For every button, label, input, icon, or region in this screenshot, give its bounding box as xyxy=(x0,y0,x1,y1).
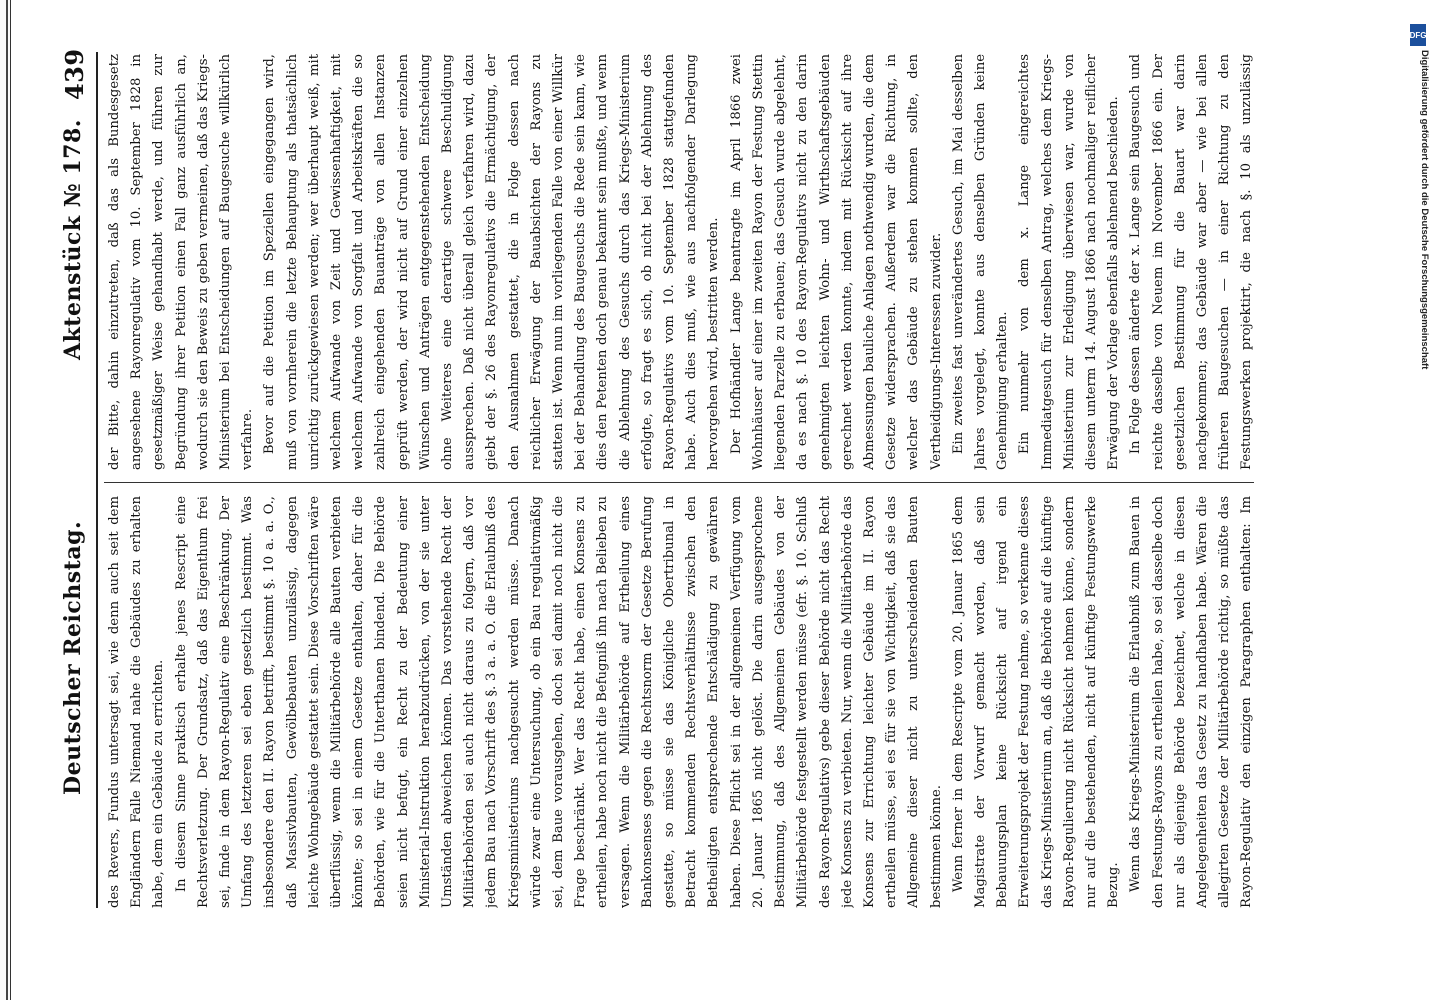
right-paragraph-2: Bevor auf die Petition im Speziellen eingegangen wird, muß von vornherein die letzte Behauptung als thatsächlich unrichtig zurückgewiesen werden; wer überhaupt weiß, mit welchem Aufwande von Zeit und Gewissenhaftigkeit, mit welchem Aufwande von Sorgfalt und Arbeitskräften die so zahlreich eingehenden Bauanträge von allen Instanzen geprüft werden, der wird nicht auf Grund einer einzelnen Wünschen und Anträgen entgegenstehenden Entscheidung ohne Weiteres eine derartige schwere Beschuldigung aussprechen. Daß nicht überall gleich verfahren wird, dazu giebt der §. 26 des Rayonregulativs die Ermächtigung, der den Ausnahmen gestattet, die in Folge dessen nach reichlicher Erwägung der Bauabsichten der Rayons zu statten ist. Wenn nun im vorliegenden Falle von einer Willkür bei der Behandlung des Baugesuchs die Rede sein kann, wie dies den Petenten doch genau bekannt sein mußte, und wenn die Ablehnung des Gesuchs durch das Kriegs-Ministerium erfolgte, so fragt es sich, ob nicht bei der Ablehnung des Rayon-Regulativs vom 10. September 1828 stattgefunden habe. Auch dies muß, wie aus nachfolgender Darlegung hervorgehen wird, bestritten werden. xyxy=(262,54,722,470)
right-paragraph-4: Ein zweites fast unverändertes Gesuch, im Mai desselben Jahres vorgelegt, konnte aus denselben Gründen keine Genehmigung erhalten. xyxy=(950,54,1011,470)
right-paragraph-6: In Folge dessen änderte der x. Lange sein Baugesuch und reichte dasselbe von Neuem im November 1866 ein. Der gesetzlichen Bestimmung für die Bauart war darin nachgekommen; das Gebäude war aber — wie bei allen früheren Baugesuchen — in einer Richtung zu den Festungswerken projektirt, die nach §. 10 als unzulässig xyxy=(1128,54,1255,470)
left-paragraph-1: des Revers, Fundus untersagt sei, wie denn auch seit dem Engländern Falle Niemand nahe die Gebäudes zu erhalten habe, dem ein Gebäude zu errichten. xyxy=(107,496,167,908)
running-head xyxy=(16,0,89,1000)
dfg-logo: DFG xyxy=(1410,24,1426,46)
page-title: Deutscher Reichstag. xyxy=(60,520,86,795)
header-rule xyxy=(96,52,98,908)
left-paragraph-3: Wenn ferner in dem Rescripte vom 20. Januar 1865 dem Magistrate der Vorwurf gemacht worden, daß sein Bebauungsplan keine Rücksicht auf irgend ein Erweiterungsprojekt der Festung nehme, so verkenne dieses das Kriegs-Ministerium an, daß die Behörde auf die künftige Rayon-Regulierung nicht Rücksicht nehmen könne, sondern nur auf die bestehenden, nicht auf künftige Festungswerke Bezug. xyxy=(950,496,1122,908)
page-number: 439 xyxy=(60,48,89,100)
digitization-credit xyxy=(1402,18,1432,618)
column-divider xyxy=(104,482,1254,483)
document-number: Aktenstück № 178. xyxy=(60,119,86,360)
left-column xyxy=(104,496,1260,908)
credit-text: Digitalisierung gefördert durch die Deutsche Forschungsgemeinschaft xyxy=(1419,50,1430,370)
right-paragraph-1: der Bitte, dahin einzutreten, daß das als Bundesgesetz angesehene Rayonregulativ vom 10. September 1828 in gesetzmäßiger Weise gehandhabt werde, und führen zur Begründung ihrer Petition einen Fall ganz ausführlich an, wodurch sie den Beweis zu geben vermeinen, daß das Kriegs-Ministerium bei Entscheidungen auf Baugesuche willkürlich verfahre. xyxy=(107,54,256,470)
left-paragraph-4: Wenn das Kriegs-Ministerium die Erlaubniß zum Bauen in den Festungs-Rayons zu ertheilen habe, so sei dasselbe doch nur als diejenige Behörde bezeichnet, welche in diesen Angelegenheiten das Gesetz zu handhaben habe. Wären die allegirten Gesetze der Militärbehörde richtig, so müßte das Rayon-Regulativ den einzigen Paragraphen enthalten: Im xyxy=(1128,496,1255,908)
right-paragraph-5: Ein nunmehr von dem x. Lange eingereichtes Immediatgesuch für denselben Antrag, welches dem Kriegs-Ministerium zur Erledigung überwiesen war, wurde von diesem unterm 14. August 1866 nach nochmaliger reiflicher Erwägung der Vorlage ebenfalls ablehnend beschieden. xyxy=(1017,54,1122,470)
right-column xyxy=(104,54,1260,470)
left-paragraph-2: In diesem Sinne praktisch erhalte jenes Rescript eine Rechtsverletzung. Der Grundsatz, daß das Eigenthum frei sei, finde in dem Rayon-Regulativ eine Beschränkung. Der Umfang des letzteren sei eben gesetzlich bestimmt. Was insbesondere den II. Rayon betrifft, bestimmt §. 10 a. a. O., daß Massivbauten, Gewölbebauten unzulässig, dagegen leichte Wohngebäude gestattet sein. Diese Vorschriften wäre überflüssig, wenn die Militärbehörde alle Bauten verbieten könnte; so sei in einem Gesetze enthalten, daher für die Behörden, wie für die Unterthanen bindend. Die Behörde seien nicht befugt, ein Recht zu der Bedeutung einer Ministerial-Instruktion herabzudrücken, von der sie unter Umständen abweichen können. Das vorstehende Recht der Militärbehörden sei auch nicht daraus zu folgern, daß vor jedem Bau nach Vorschrift des §. 3 a. a. O. die Erlaubniß des Kriegsministeriums nachgesucht werden müsse. Danach würde zwar eine Untersuchung, ob ein Bau regulativmäßig sei, dem Baue vorausgehen, doch sei damit noch nicht die Frage beschränkt. Wer das Recht habe, einen Konsens zu ertheilen, habe noch nicht die Befugniß ihn nach Belieben zu versagen. Wenn die Militärbehörde auf Ertheilung eines Bankonsenses gegen die Rechtsnorm der Gesetze Berufung gestatte, so müsse sie das Königliche Obertribunal in Betracht kommenden Rechtsverhältnisse zwischen den Betheiligten entsprechende Entschädigung zu gewähren haben. Diese Pflicht sei in der allgemeinen Verfügung vom 20. Januar 1865 nicht gelöst. Die darin ausgesprochene Bestimmung, daß des Allgemeinen Gebäudes von der Militärbehörde festgestellt werden müsse (efr. §. 10. Schluß des Rayon-Regulativs) gebe dieser Behörde nicht das Recht jede Konsens zu verbieten. Nur, wenn die Militärbehörde das Konsens zur Errichtung leichter Gebäude im II. Rayon ertheilen müsse, sei es für sie von Wichtigkeit, daß sie das Allgemeine dieser nicht zu unterscheidenden Bauten bestimmen könne. xyxy=(173,496,944,908)
right-paragraph-3: Der Hofhändler Lange beantragte im April 1866 zwei Wohnhäuser auf einer im zweiten Rayon der Festung Stettin liegenden Parzelle zu erbauen; das Gesuch wurde abgelehnt, da es nach §. 10 des Rayon-Regulativs nicht zu den darin genehmigten leichten Wohn- und Wirthschaftsgebäuden gerechnet werden konnte, indem mit Rücksicht auf ihre Abmessungen bauliche Anlagen nothwendig wurden, die dem Gesetze widersprachen. Außerdem war die Richtung, in welcher das Gebäude zu stehen kommen sollte, den Vertheidigungs-Interessen zuwider. xyxy=(728,54,944,470)
